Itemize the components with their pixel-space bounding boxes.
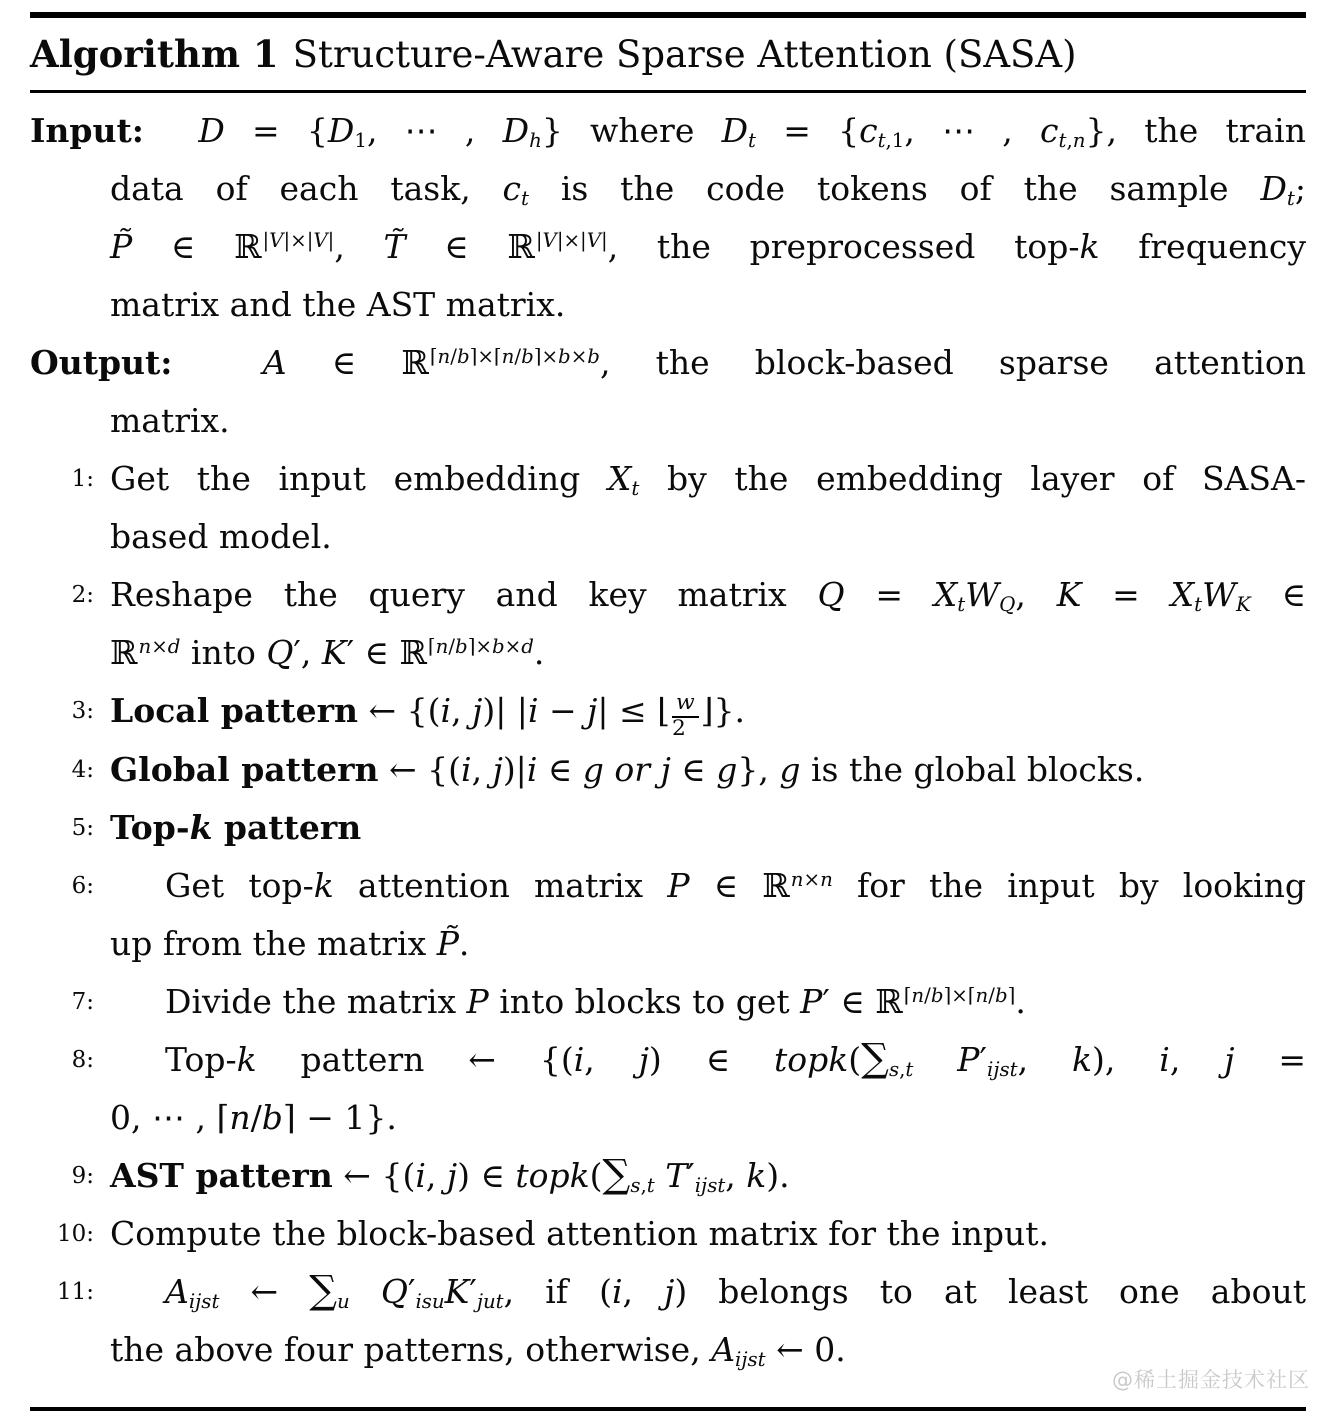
step-number: 8: <box>71 1046 94 1073</box>
step-number: 11: <box>56 1278 94 1305</box>
step-text-line: Global pattern ← {(i, j)|i ∈ g or j ∈ g}, g is the global blocks. <box>110 749 1145 789</box>
step-text-line: the above four patterns, otherwise, $A_{ijst}$ ← 0. <box>110 1329 846 1371</box>
step-body <box>110 1147 1306 1205</box>
step-text-line: up from the matrix P̃. <box>110 923 470 963</box>
algorithm-name: Structure-Aware Sparse Attention (SASA) <box>292 33 1077 76</box>
bottom-rule <box>30 1407 1306 1411</box>
step-text-line: AST pattern ← {(i, j) ∈ $topk(\sum_{s,t}$ $T'_{ijst}$, k). <box>110 1151 790 1197</box>
algorithm-number-label: Algorithm 1 <box>30 32 279 76</box>
input-block <box>30 102 1306 334</box>
algorithm-step <box>30 450 1306 566</box>
step-body <box>110 1031 1306 1147</box>
step-body <box>110 682 1306 741</box>
step-number: 5: <box>71 814 94 841</box>
algorithm-step <box>30 1263 1306 1379</box>
output-line: matrix. <box>110 401 230 440</box>
algorithm-step <box>30 973 1306 1031</box>
step-text-line: based model. <box>110 517 332 556</box>
input-line: Input: $D = \{D_1$, ⋯ , $D_h$} where $D_t = \{c_{t,1}$, ⋯ , $c_{t,n}$}, the train <box>30 111 1306 152</box>
input-body <box>30 102 1306 334</box>
output-line: Output: A ∈ ℝ$^{⌈n/b⌉\times⌈n/b⌉\times b\times b}$, the block-based sparse attention <box>30 343 1306 382</box>
algorithm-step <box>30 857 1306 973</box>
algorithm-step <box>30 682 1306 741</box>
step-body <box>110 799 1306 857</box>
step-text-line: Local pattern ← {(i, j)| |i − j| ≤ ⌊ $\frac{w}{2}$ ⌋}. <box>110 690 746 742</box>
step-number: 9: <box>71 1162 94 1189</box>
step-number: 6: <box>71 872 94 899</box>
algorithm-body <box>30 102 1306 1379</box>
step-text-line: Compute the block-based attention matrix for the input. <box>110 1213 1049 1253</box>
step-text-line: Get top-k attention matrix P ∈ ℝ$^{n\times n}$ for the input by looking <box>165 865 1306 905</box>
algorithm-step <box>30 799 1306 857</box>
step-text-line: 0, ⋯ , ⌈n/b⌉ − 1}. <box>110 1097 397 1137</box>
step-text-line: Top-k pattern ← {(i, j) ∈ $topk(\sum_{s,t}$ $P'_{ijst}$, k), i, j = <box>165 1035 1307 1081</box>
step-text-line: Reshape the query and key matrix $Q = X_tW_Q$, $K = X_tW_K$ ∈ <box>110 575 1306 616</box>
step-body <box>110 1205 1306 1263</box>
step-text-line: Divide the matrix P into blocks to get P′ ∈ ℝ$^{⌈n/b⌉\times⌈n/b⌉}$. <box>165 981 1026 1021</box>
step-body <box>110 450 1306 566</box>
output-body <box>30 334 1306 450</box>
watermark-text: @稀土掘金技术社区 <box>1112 1368 1310 1392</box>
algorithm-step <box>30 741 1306 799</box>
step-text-line: ℝ$^{n\times d}$ into Q′, K′ ∈ ℝ$^{⌈n/b⌉\times b\times d}$. <box>110 633 545 672</box>
step-body <box>110 1263 1306 1379</box>
step-body <box>110 857 1306 973</box>
input-line: P̃ ∈ ℝ$^{|V|\times|V|}$, T̃ ∈ ℝ$^{|V|\times|V|}$, the preprocessed top-k frequency <box>110 227 1306 266</box>
step-text-line: Get the input embedding $X_t$ by the embedding layer of SASA- <box>110 459 1306 500</box>
algorithm-step <box>30 1031 1306 1147</box>
algorithm-step <box>30 1147 1306 1205</box>
algorithm-step <box>30 1205 1306 1263</box>
step-text-line: Top-k pattern <box>110 807 362 847</box>
step-number: 3: <box>71 698 94 724</box>
step-body <box>110 566 1306 682</box>
step-number: 1: <box>71 466 94 492</box>
step-number: 2: <box>71 582 94 608</box>
input-line: matrix and the AST matrix. <box>110 285 566 324</box>
step-number: 4: <box>71 756 94 783</box>
step-text-line: $A_{ijst}$ ← $\sum_u$ $Q'_{isu}K'_{jut}$, if (i, j) belongs to at least one about <box>165 1267 1306 1313</box>
step-body <box>110 973 1306 1031</box>
step-number: 7: <box>71 988 94 1015</box>
output-block <box>30 334 1306 450</box>
step-body <box>110 741 1306 799</box>
step-number: 10: <box>56 1220 94 1247</box>
algorithm-title <box>30 18 1306 90</box>
title-divider-rule <box>30 90 1306 93</box>
input-line: data of each task, $c_t$ is the code tokens of the sample $D_t$; <box>110 169 1306 210</box>
algorithm-step <box>30 566 1306 682</box>
